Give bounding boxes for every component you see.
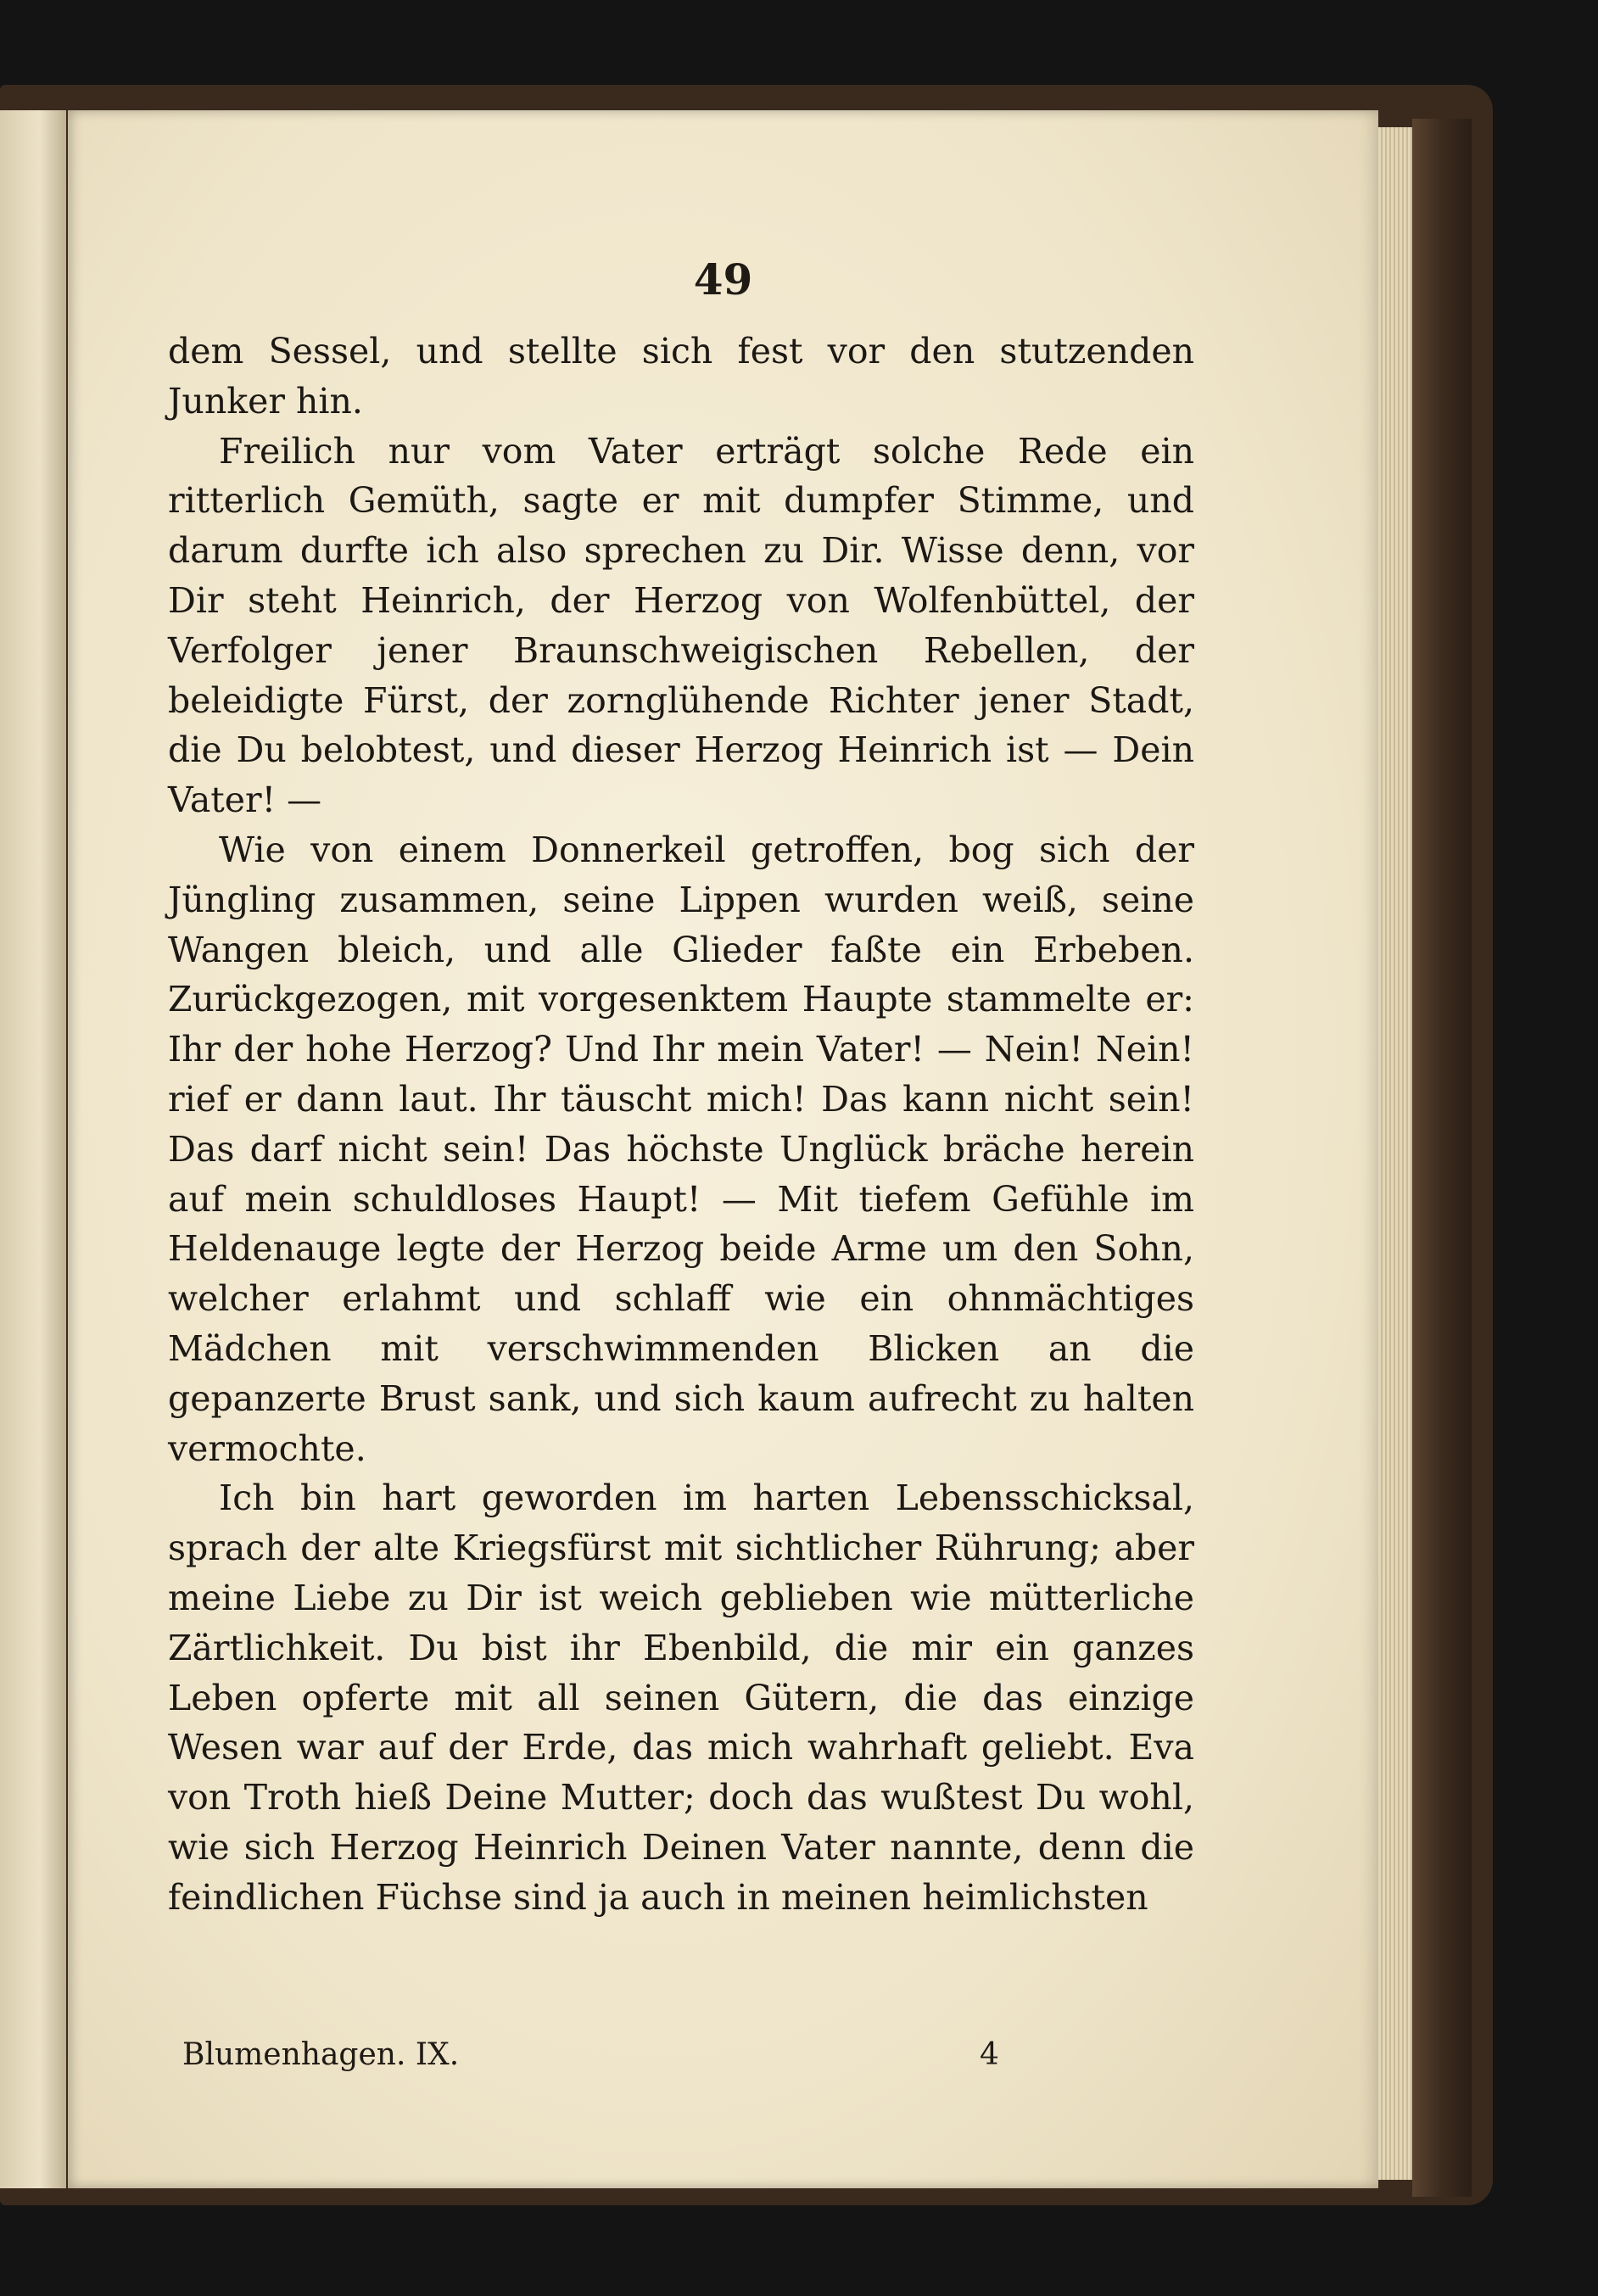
paragraph: Wie von einem Donnerkeil getroffen, bog sich der Jüngling zusammen, seine Lippen wurden weiß, seine Wangen bleich, und alle Glieder faßte ein Erbeben. Zurückgezogen, mit vorgesenktem Haupte stammelte er: Ihr der hohe Herzog? Und Ihr mein Vater! — Nein! Nein! rief er dann laut. Ihr täuscht mich! Das kann nicht sein! Das darf nicht sein! Das höchste Unglück bräche herein auf mein schuldloses Haupt! — Mit tiefem Gefühle im Heldenauge legte der Herzog beide Arme um den Sohn, welcher erlahmt und schlaff wie ein ohnmächtiges Mädchen mit verschwimmenden Blicken an die gepanzerte Brust sank, und sich kaum aufrecht zu halten vermochte. <box>168 829 1194 1469</box>
page-stack-edge <box>1378 127 1412 2180</box>
paragraph: Ich bin hart geworden im harten Lebensschicksal, sprach der alte Kriegsfürst mit sichtlicher Rührung; aber meine Liebe zu Dir ist weich geblieben wie mütterliche Zärtlichkeit. Du bist ihr Ebenbild, die mir ein ganzes Leben opferte mit all seinen Gütern, die das einzige Wesen war auf der Erde, das mich wahrhaft geliebt. Eva von Troth hieß Deine Mutter; doch das wußtest Du wohl, wie sich Herzog Heinrich Deinen Vater nannte, denn die feindlichen Füchse sind ja auch in meinen heimlichsten <box>168 1478 1194 1918</box>
previous-page-edge <box>0 110 66 2188</box>
paragraph: Freilich nur vom Vater erträgt solche Rede ein ritterlich Gemüth, sagte er mit dumpfer Stimme, und darum durfte ich also sprechen zu Dir. Wisse denn, vor Dir steht Heinrich, der Herzog von Wolfenbüttel, der Verfolger jener Braunschweigischen Rebellen, der beleidigte Fürst, der zornglühende Richter jener Stadt, die Du belobtest, und dieser Herzog Heinrich ist — Dein Vater! — <box>168 430 1194 821</box>
page-footer <box>182 2037 1031 2080</box>
page-text <box>168 327 1194 1923</box>
cover-spine-edge <box>1412 119 1472 2197</box>
page-number: 49 <box>693 254 753 304</box>
paragraph-continuation: dem Sessel, und stellte sich fest vor den stutzenden Junker hin. <box>168 331 1194 422</box>
signature-mark: Blumenhagen. IX. <box>182 2037 460 2072</box>
sheet-number: 4 <box>980 2037 999 2072</box>
book-page <box>68 110 1378 2188</box>
